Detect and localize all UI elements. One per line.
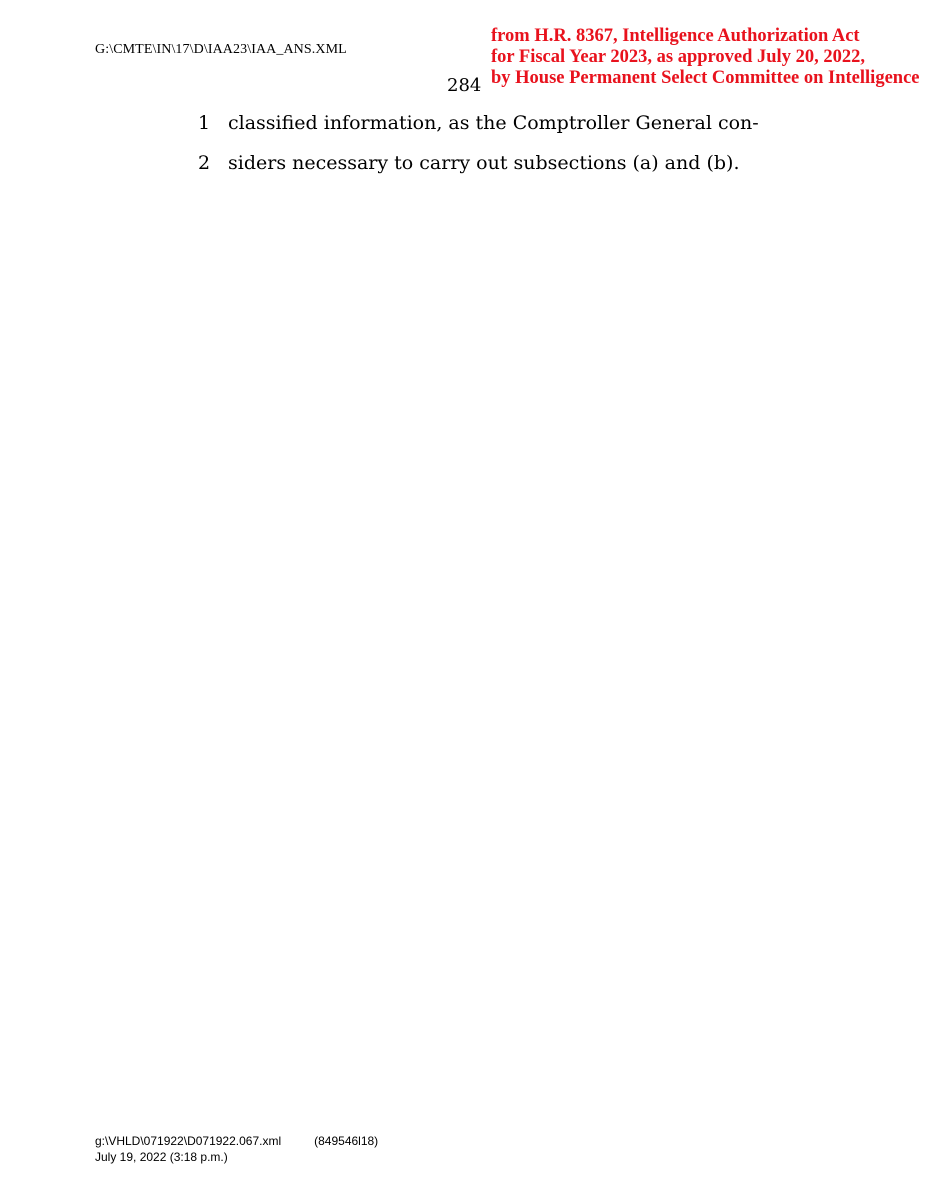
line-text: siders necessary to carry out subsections (a) and (b). xyxy=(228,152,740,174)
line-text: classified information, as the Comptroller General con- xyxy=(228,112,759,134)
stamp-line-1: from H.R. 8367, Intelligence Authorization Act xyxy=(491,26,860,46)
page-number: 284 xyxy=(447,75,482,96)
line-number: 2 xyxy=(198,152,211,174)
stamp-line-2: for Fiscal Year 2023, as approved July 20, 2022, xyxy=(491,47,865,67)
footer-date: July 19, 2022 (3:18 p.m.) xyxy=(95,1150,228,1164)
document-line-1 xyxy=(198,112,759,134)
file-path-header: G:\CMTE\IN\17\D\IAA23\IAA_ANS.XML xyxy=(95,42,347,57)
line-number: 1 xyxy=(198,112,211,134)
footer-file-row xyxy=(95,1133,378,1149)
document-line-2 xyxy=(198,152,739,174)
footer-file-path: g:\VHLD\071922\D071922.067.xml xyxy=(95,1134,282,1148)
footer-doc-code: (849546l18) xyxy=(314,1134,379,1148)
page-footer xyxy=(95,1133,378,1165)
stamp-line-3: by House Permanent Select Committee on Intelligence xyxy=(491,68,920,88)
committee-stamp xyxy=(491,26,920,89)
